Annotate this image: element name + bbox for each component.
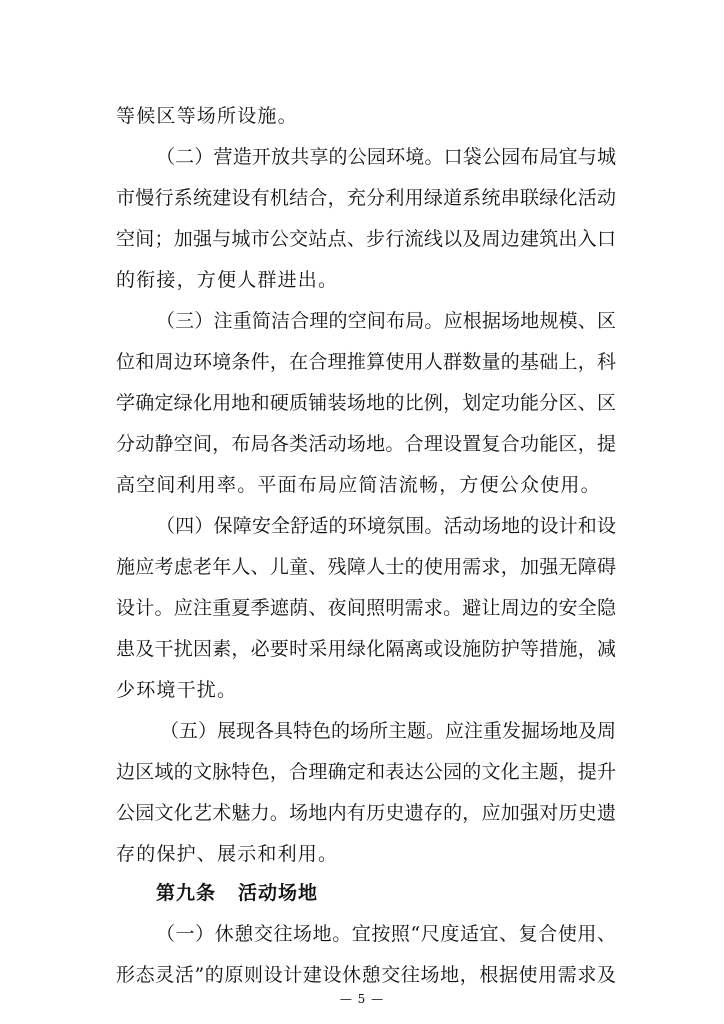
page-number: — 5 —: [339, 992, 385, 1006]
text-line: 等候区等场所设施。: [116, 105, 298, 127]
text-line: 形态灵活”的原则设计建设休憩交往场地，根据使用需求及: [116, 964, 616, 986]
text-line: 学确定绿化用地和硬质铺装场地的比例，划定功能分区、区: [116, 392, 616, 414]
text-line: 位和周边环境条件，在合理推算使用人群数量的基础上，科: [116, 351, 616, 373]
text-line: 存的保护、展示和利用。: [116, 843, 339, 865]
text-line: （五）展现各具特色的场所主题。应注重发掘场地及周: [160, 720, 617, 742]
text-line: 空间；加强与城市公交站点、步行流线以及周边建筑出入口: [116, 228, 616, 250]
text-line: （一）休憩交往场地。宜按照“尺度适宜、复合使用、: [156, 923, 616, 945]
text-line: 患及干扰因素，必要时采用绿化隔离或设施防护等措施，减: [116, 638, 616, 660]
text-line: 市慢行系统建设有机结合，充分利用绿道系统串联绿化活动: [116, 187, 616, 209]
text-line: 的衔接，方便人群进出。: [116, 269, 339, 291]
article-title: 活动场地: [238, 882, 319, 904]
text-line: 设计。应注重夏季遮荫、夜间照明需求。避让周边的安全隐: [116, 597, 616, 619]
article-heading: [156, 881, 318, 905]
text-line: 高空间利用率。平面布局应简洁流畅，方便公众使用。: [116, 474, 601, 496]
text-line: （二）营造开放共享的公园环境。口袋公园布局宜与城: [156, 146, 616, 168]
text-line: 边区域的文脉特色，合理确定和表达公园的文化主题，提升: [116, 761, 616, 783]
text-line: 施应考虑老年人、儿童、残障人士的使用需求，加强无障碍: [116, 556, 616, 578]
text-line: （四）保障安全舒适的环境氛围。活动场地的设计和设: [156, 515, 616, 537]
text-line: 分动静空间，布局各类活动场地。合理设置复合功能区，提: [116, 433, 616, 455]
text-line: 少环境干扰。: [116, 679, 238, 701]
article-number: 第九条: [156, 882, 217, 904]
text-line: 公园文化艺术魅力。场地内有历史遗存的，应加强对历史遗: [116, 802, 616, 824]
text-line: （三）注重简洁合理的空间布局。应根据场地规模、区: [156, 310, 616, 332]
